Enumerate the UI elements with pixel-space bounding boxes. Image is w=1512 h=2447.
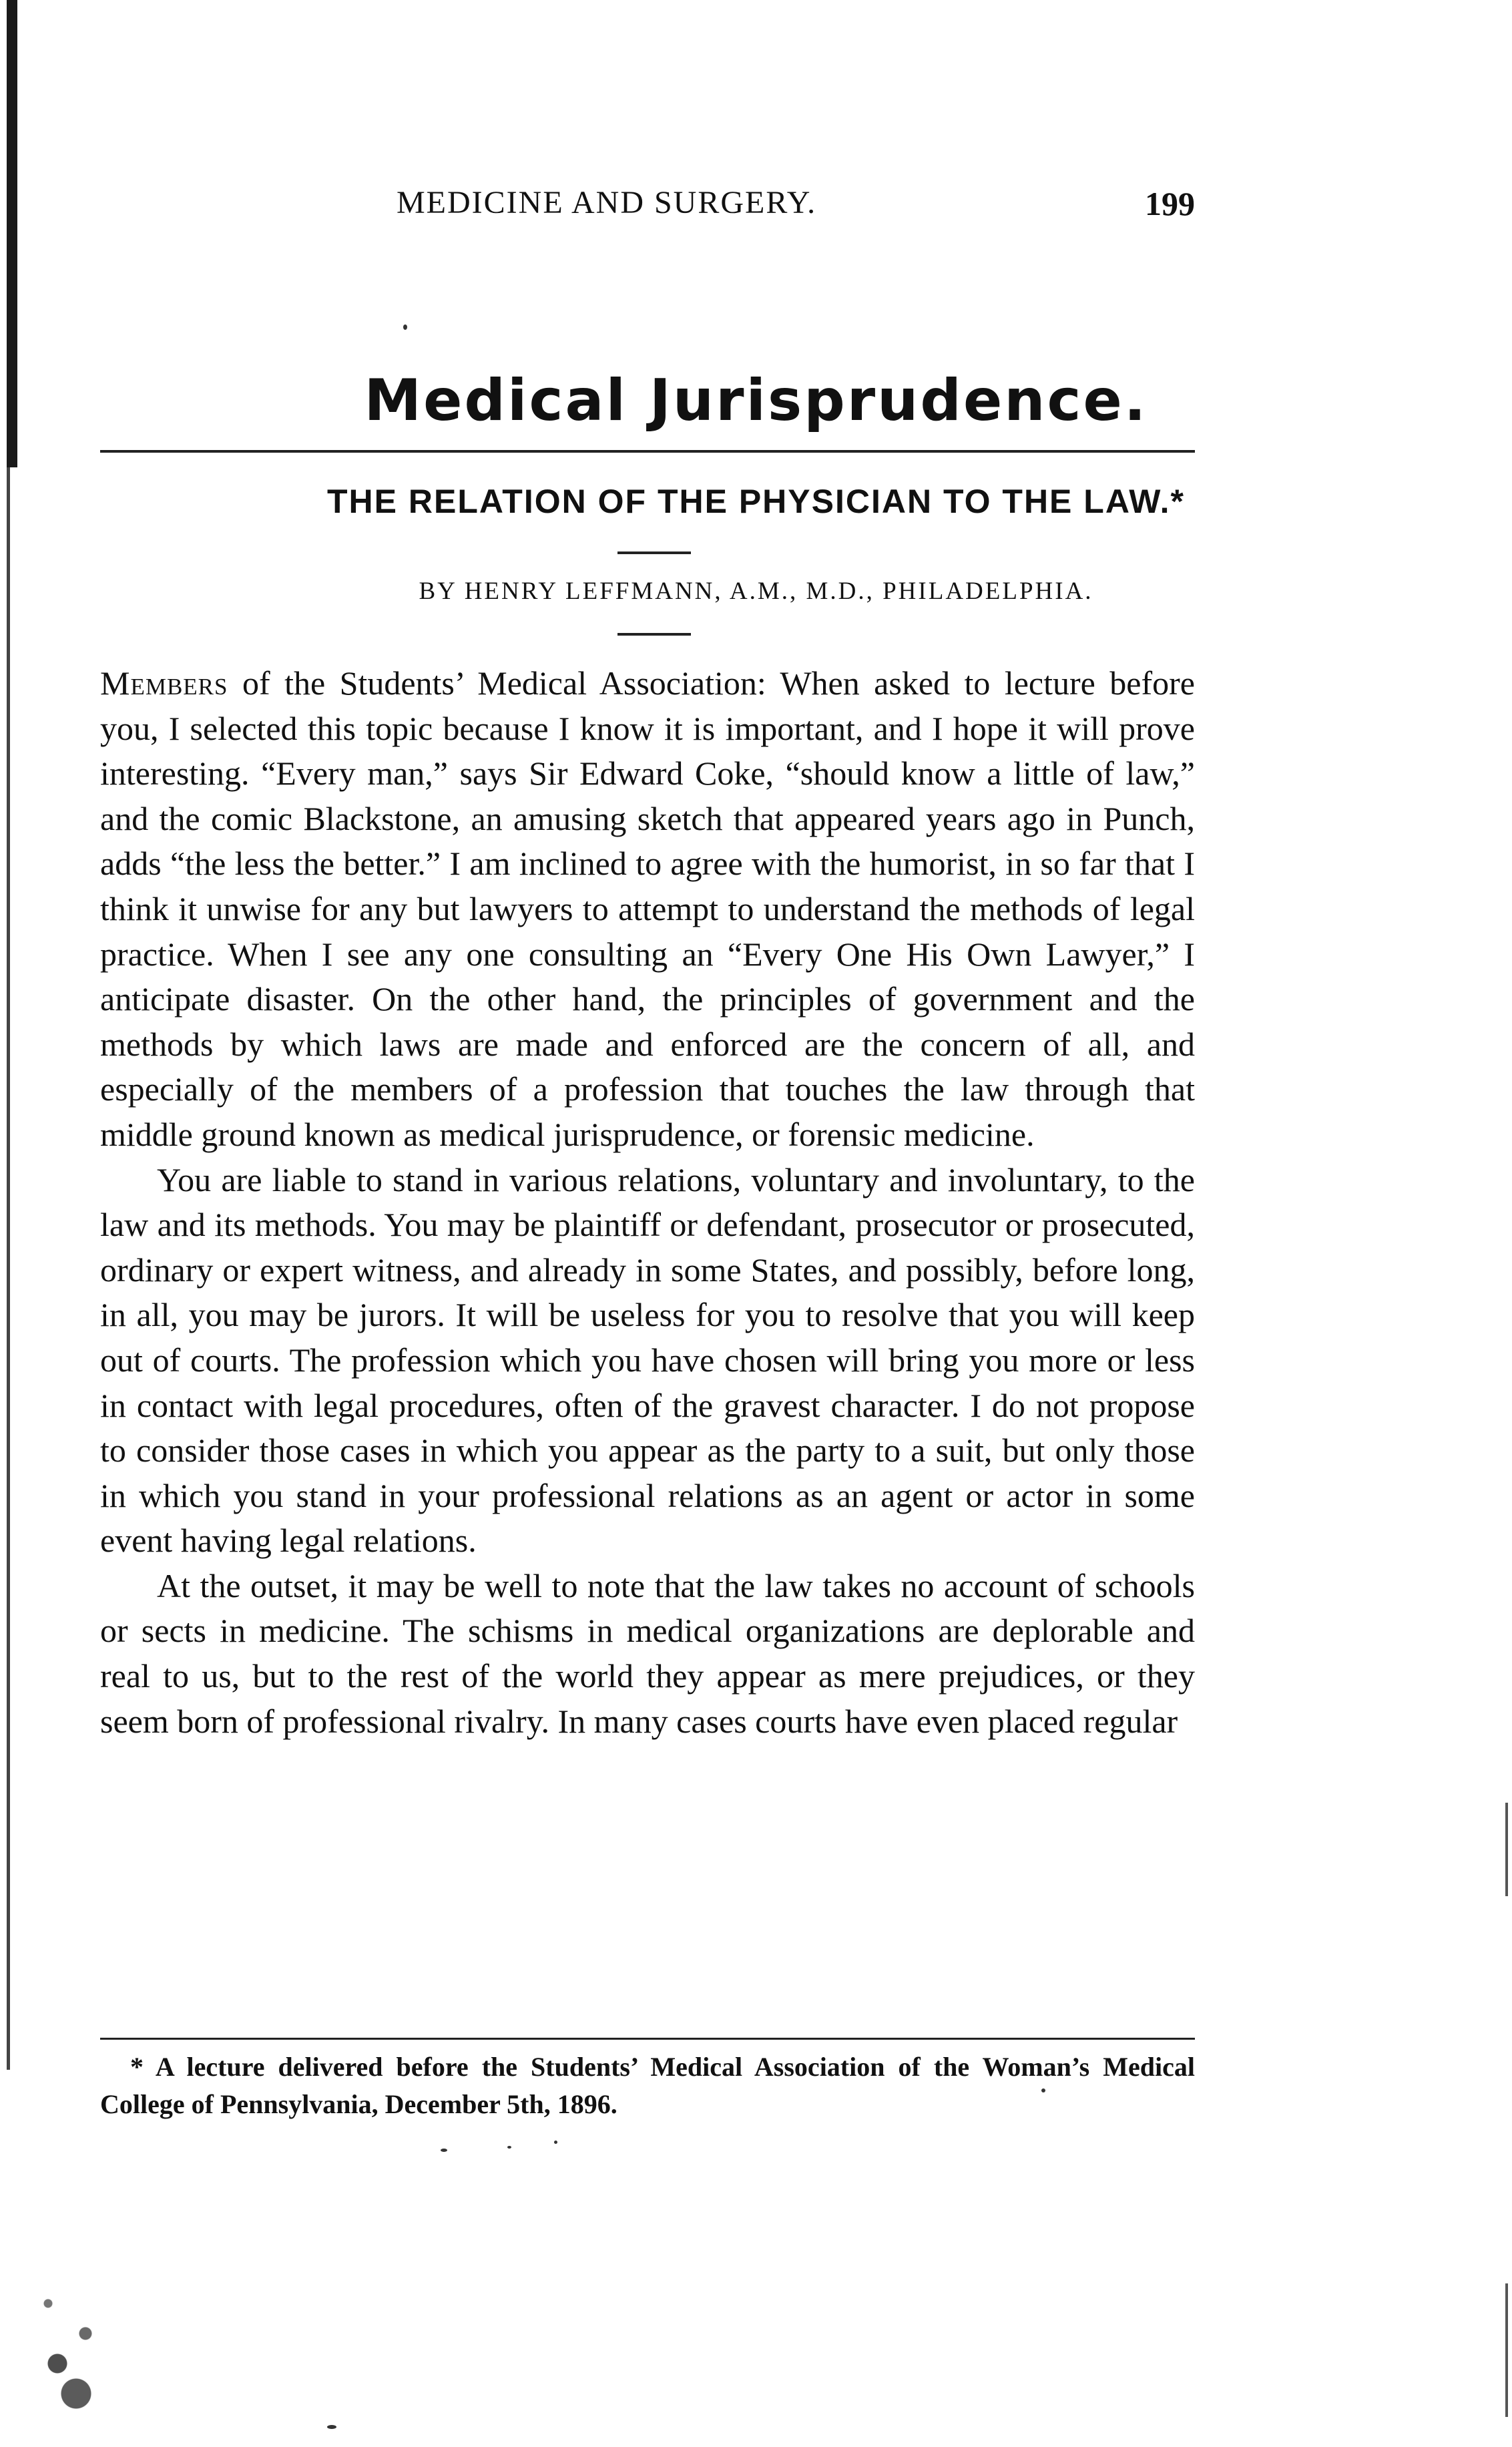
paragraph-3: At the outset, it may be well to note that the law takes no account of schools or sects in medicine. The schisms in medical organizations are deplorable and real to us, but to the rest of the world they appear as mere prejudices, or they seem born of professional rivalry. In many cases courts have even placed regular [100,1566,1195,1740]
running-head [100,184,1195,224]
footnote-text: * A lecture delivered before the Students’ Medical Association of the Woman’s Medical College of Pennsylvania, December 5th, 1896. [100,2052,1195,2119]
paragraph-lead-word: Members [100,664,228,702]
running-head-title: MEDICINE AND SURGERY. [397,185,817,220]
scan-speckle [20,2223,113,2424]
short-rule-upper [617,551,691,554]
paragraph-1-text: of the Students’ Medical Association: When asked to lecture before you, I selected this topic because I know it is important, and I hope it will prove interesting. “Every man,” says Sir Edward Coke, “should know a little of law,” and the comic Blackstone, an amusing sketch that appeared years ago in Punch, adds “the less the better.” I am inclined to agree with the humorist, in so far that I think it unwise for any but lawyers to attempt to understand the methods of legal practice. When I see any one consulting an “Every One His Own Lawyer,” I anticipate disaster. On the other hand, the principles of government and the methods by which laws are made and enforced are the concern of all, and especially of the members of a profession that touches the law through that middle ground known as medical jurisprudence, or forensic medicine. [100,664,1195,1153]
footnote-rule [100,2038,1195,2040]
article-subtitle: THE RELATION OF THE PHYSICIAN TO THE LAW.* [327,483,1185,520]
ink-fleck [327,2425,336,2429]
article-body [100,661,1195,1744]
page-number: 199 [1145,185,1195,222]
article-title: Medical Jurisprudence. [364,367,1148,434]
ink-fleck [507,2146,511,2149]
page-right-edge-mark [1505,1803,1508,1896]
title-rule [100,450,1195,453]
ink-fleck [1041,2088,1045,2092]
ink-fleck [403,324,407,330]
paragraph-2: You are liable to stand in various relations, voluntary and involuntary, to the law and its methods. You may be plaintiff or defendant, prosecutor or prosecuted, ordinary or expert witness, and already in some States, and possibly, before long, in all, you may be jurors. It will be useless for you to resolve that you will keep out of courts. The profession which you have chosen will bring you more or less in contact with legal procedures, often of the gravest character. I do not propose to consider those cases in which you appear as the party to a suit, but only those in which you stand in your professional relations as an agent or actor in some event having legal relations. [100,1160,1195,1560]
page-binding-edge-lower [7,467,10,2070]
page-right-edge-mark-lower [1505,2283,1508,2417]
author-byline: BY HENRY LEFFMANN, A.M., M.D., PHILADELPHIA. [419,578,1093,605]
ink-fleck [441,2149,447,2152]
ink-fleck [554,2141,557,2144]
short-rule-lower [617,633,691,636]
footnote [100,2048,1195,2123]
paragraph-1 [100,661,1195,1158]
